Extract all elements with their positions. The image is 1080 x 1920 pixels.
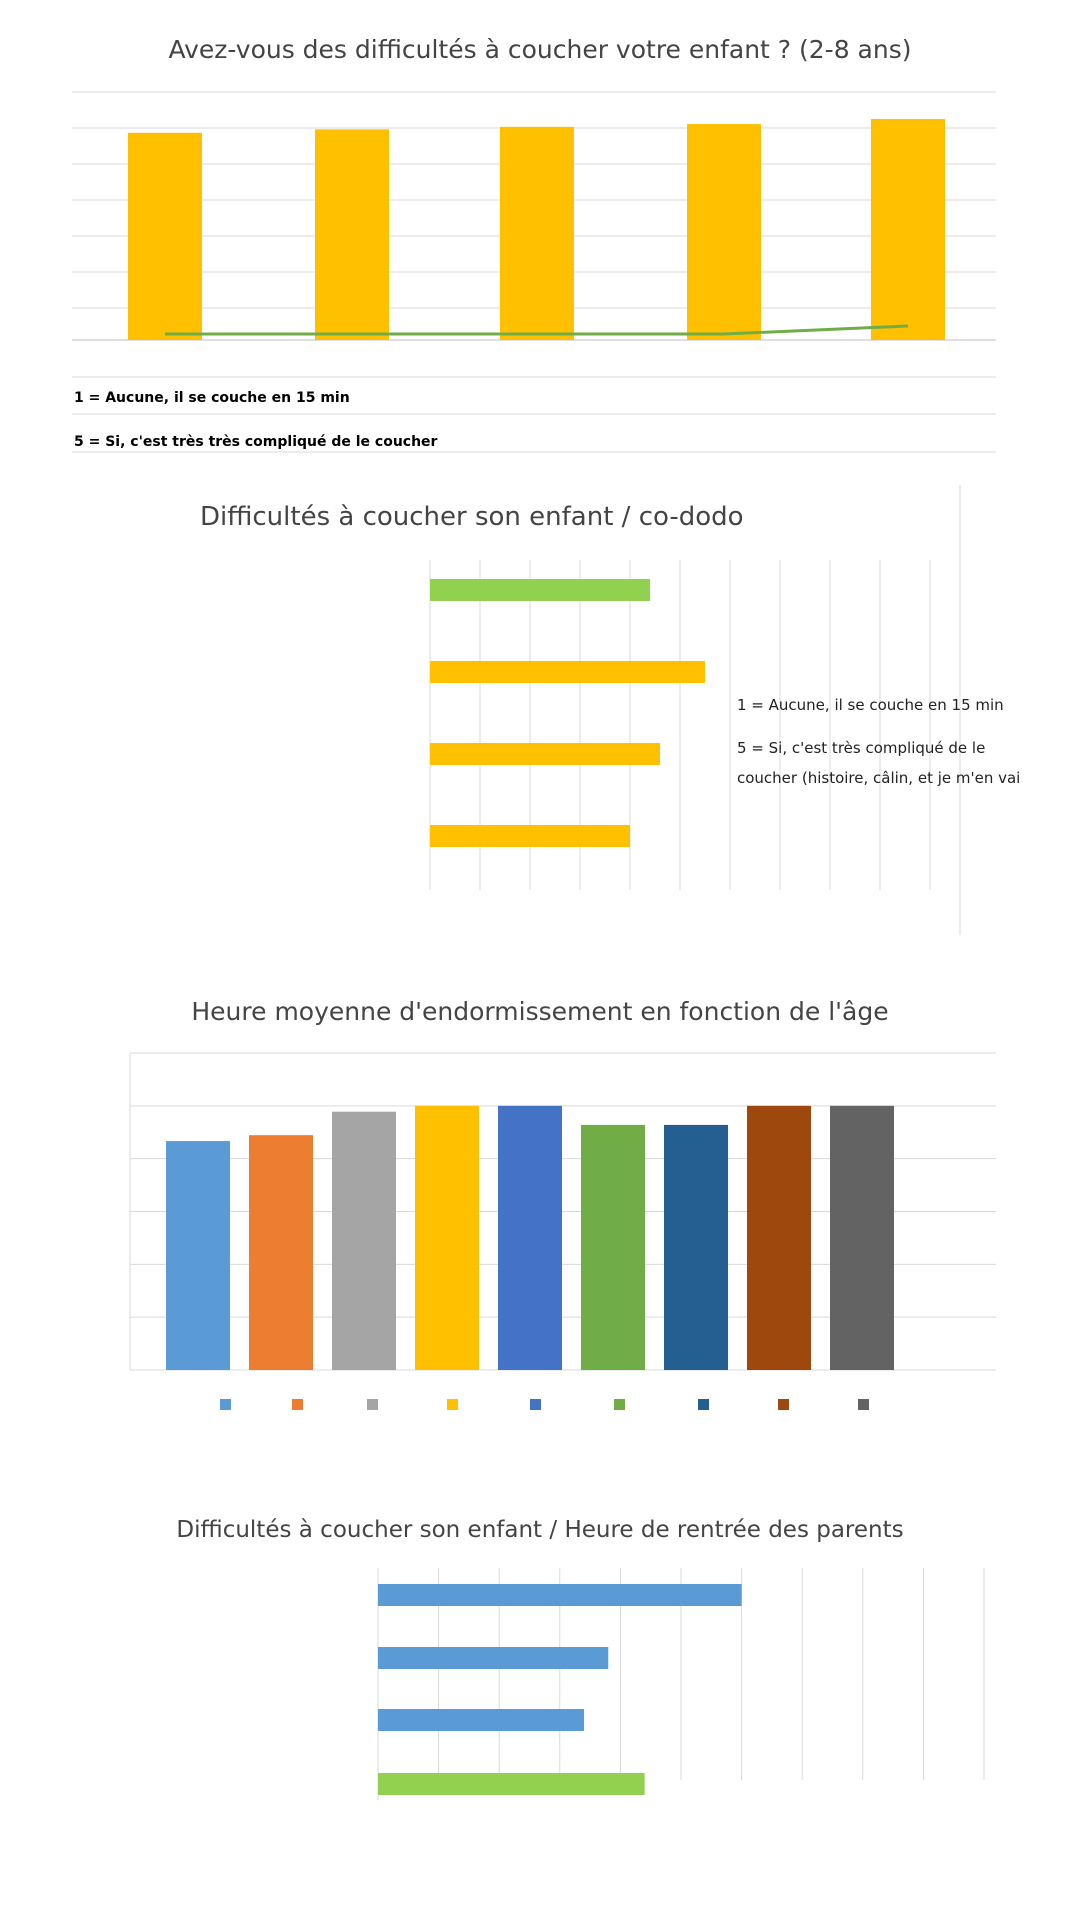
chart-3-legend-swatch	[858, 1399, 869, 1410]
chart-3-bar	[498, 1106, 562, 1370]
chart-2-note-2: 5 = Si, c'est très compliqué de le	[737, 739, 986, 757]
chart-sleep-time-by-age	[130, 997, 996, 1410]
chart-3-title: Heure moyenne d'endormissement en fonction de l'âge	[191, 997, 889, 1026]
chart-3-bar	[332, 1112, 396, 1370]
chart-3-legend-swatch	[778, 1399, 789, 1410]
chart-2-note-3: coucher (histoire, câlin, et je m'en vai	[737, 769, 1021, 787]
chart-1-bar	[128, 133, 202, 340]
chart-1-bar	[687, 124, 761, 340]
chart-2-note-1: 1 = Aucune, il se couche en 15 min	[737, 696, 1004, 714]
chart-3-bar	[830, 1106, 894, 1370]
chart-2-title: Difficultés à coucher son enfant / co-dodo	[200, 502, 744, 532]
chart-3-legend-swatch	[447, 1399, 458, 1410]
chart-parents-return-difficulty	[176, 1517, 984, 1800]
chart-1-note-2: 5 = Si, c'est très très compliqué de le coucher	[74, 434, 438, 450]
chart-2-bar	[430, 825, 630, 847]
chart-3-legend-swatch	[367, 1399, 378, 1410]
chart-3-legend	[220, 1399, 869, 1410]
chart-4-bar	[378, 1647, 608, 1669]
chart-1-bar	[500, 127, 574, 340]
chart-3-bar	[664, 1125, 728, 1370]
chart-1-bar	[871, 119, 945, 340]
chart-4-title: Difficultés à coucher son enfant / Heure de rentrée des parents	[176, 1517, 904, 1543]
chart-2-bar	[430, 743, 660, 765]
chart-3-legend-swatch	[614, 1399, 625, 1410]
chart-3-legend-swatch	[698, 1399, 709, 1410]
chart-2-bar	[430, 579, 650, 601]
chart-4-bar	[378, 1584, 742, 1606]
chart-4-bar	[378, 1709, 584, 1731]
chart-3-bar	[249, 1135, 313, 1370]
chart-3-legend-swatch	[220, 1399, 231, 1410]
chart-cododo-difficulty	[200, 485, 1020, 935]
chart-bedtime-difficulty	[72, 35, 996, 452]
chart-3-bar	[581, 1125, 645, 1370]
chart-1-bar	[315, 129, 389, 340]
chart-2-bars	[430, 579, 705, 847]
chart-2-bar	[430, 661, 705, 683]
chart-3-bar	[415, 1106, 479, 1370]
chart-3-bar	[166, 1141, 230, 1370]
chart-1-title: Avez-vous des difficultés à coucher votre enfant ? (2-8 ans)	[168, 35, 912, 64]
chart-3-bar	[747, 1106, 811, 1370]
chart-3-bars	[166, 1106, 894, 1370]
chart-1-bars	[128, 119, 945, 340]
chart-1-note-1: 1 = Aucune, il se couche en 15 min	[74, 390, 350, 406]
chart-3-legend-swatch	[530, 1399, 541, 1410]
chart-3-legend-swatch	[292, 1399, 303, 1410]
chart-4-bar	[378, 1773, 645, 1795]
